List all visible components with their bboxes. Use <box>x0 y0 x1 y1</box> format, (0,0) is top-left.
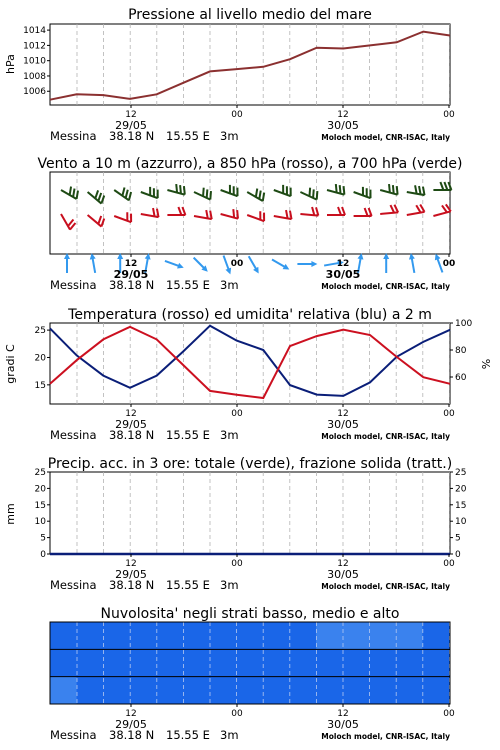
pressure-title: Pressione al livello medio del mare <box>128 7 372 23</box>
temp-title: Temperatura (rosso) ed umidita' relativa (blu) a 2 m <box>68 307 432 323</box>
cloud-cell-light <box>369 622 396 649</box>
wind-10m-arrow <box>246 255 261 275</box>
location-name: Messina <box>50 578 97 592</box>
location-lat: 38.18 N <box>109 129 155 143</box>
location-lat: 38.18 N <box>109 428 155 442</box>
location-height: 3m <box>220 278 239 292</box>
y-tick-label: 25 <box>34 468 46 478</box>
x-tick-label: 12 <box>125 559 137 569</box>
location-height: 3m <box>220 578 239 592</box>
pressure-ylabel: hPa <box>4 54 17 74</box>
x-tick-label: 12 <box>337 709 349 719</box>
date-label: 30/05 <box>327 119 359 132</box>
location-height: 3m <box>220 428 239 442</box>
y-tick-label: 20 <box>34 353 46 364</box>
wind-10m-arrow <box>383 253 389 273</box>
x-tick-label: 00 <box>443 709 455 719</box>
date-label: 29/05 <box>115 568 147 581</box>
location-height: 3m <box>220 129 239 143</box>
wind-10m-arrow <box>89 253 98 274</box>
y-tick-label: 1008 <box>23 71 46 82</box>
location-name: Messina <box>50 278 97 292</box>
humidity-ylabel: % <box>480 358 493 370</box>
y-tick-label: 1014 <box>23 26 46 37</box>
date-label: 30/05 <box>327 568 359 581</box>
x-tick-label: 12 <box>337 409 349 419</box>
cloud-title: Nuvolosita' negli strati basso, medio e alto <box>100 606 400 622</box>
arrow-head <box>177 263 185 271</box>
x-tick-label: 00 <box>443 409 455 419</box>
wind-10m-arrow <box>64 253 70 273</box>
date-label: 29/05 <box>115 418 147 431</box>
x-tick-label: 12 <box>337 110 349 120</box>
y2-tick-label: 20 <box>455 484 467 495</box>
y2-tick-label: 80 <box>455 346 467 356</box>
precip-title: Precip. acc. in 3 ore: totale (verde), frazione solida (tratt.) <box>47 456 453 472</box>
x-tick-label: 12 <box>124 259 138 269</box>
x-tick-label: 00 <box>442 259 456 269</box>
arrow-head <box>311 261 317 267</box>
plot-frame-4 <box>50 472 450 554</box>
location-lon: 15.55 E <box>166 728 210 742</box>
wind-10m-arrow <box>164 258 185 270</box>
location-lon: 15.55 E <box>166 278 210 292</box>
x-tick-label: 00 <box>443 110 455 120</box>
plot-frame-1 <box>50 24 450 105</box>
y-tick-label: 15 <box>34 380 46 391</box>
wind-10m-arrow <box>408 253 417 274</box>
arrow-head <box>283 264 291 272</box>
x-tick-label: 12 <box>337 559 349 569</box>
y2-tick-label: 5 <box>455 533 461 544</box>
x-tick-label: 00 <box>443 559 455 569</box>
y-tick-label: 25 <box>34 326 46 337</box>
y-tick-label: 5 <box>40 533 46 544</box>
y-tick-label: 1006 <box>23 87 46 98</box>
y2-tick-label: 25 <box>455 468 467 478</box>
location-lat: 38.18 N <box>109 578 155 592</box>
date-label: 29/05 <box>115 718 147 731</box>
x-tick-label: 00 <box>231 559 243 569</box>
arrow-head <box>253 267 261 275</box>
location-lon: 15.55 E <box>166 129 210 143</box>
location-height: 3m <box>220 728 239 742</box>
date-label: 29/05 <box>113 268 149 281</box>
model-credit: Moloch model, CNR-ISAC, Italy <box>321 133 450 142</box>
location-name: Messina <box>50 728 97 742</box>
location-lat: 38.18 N <box>109 278 155 292</box>
location-lon: 15.55 E <box>166 428 210 442</box>
x-tick-label: 12 <box>125 709 137 719</box>
y2-tick-label: 100 <box>455 319 473 329</box>
location-lat: 38.18 N <box>109 728 155 742</box>
model-credit: Moloch model, CNR-ISAC, Italy <box>321 732 450 741</box>
date-label: 30/05 <box>327 418 359 431</box>
y2-tick-label: 60 <box>455 373 467 383</box>
x-tick-label: 00 <box>231 709 243 719</box>
y-tick-label: 10 <box>34 517 46 528</box>
x-tick-label: 00 <box>230 259 244 269</box>
y2-tick-label: 15 <box>455 500 467 511</box>
cloud-cell-light <box>50 677 77 704</box>
date-label: 29/05 <box>115 119 147 132</box>
y-tick-label: 1012 <box>23 41 46 52</box>
x-tick-label: 00 <box>231 110 243 120</box>
y-tick-label: 20 <box>34 484 46 495</box>
model-credit: Moloch model, CNR-ISAC, Italy <box>321 432 450 441</box>
y-tick-label: 15 <box>34 500 46 511</box>
wind-title: Vento a 10 m (azzurro), a 850 hPa (rosso), a 700 hPa (verde) <box>37 156 463 172</box>
y2-tick-label: 0 <box>455 550 461 560</box>
cloud-cell-light <box>343 622 370 649</box>
wind-10m-arrow <box>297 261 317 267</box>
wind-10m-arrow <box>271 257 291 272</box>
cloud-cell-light <box>316 622 343 649</box>
x-tick-label: 12 <box>336 259 350 269</box>
cloud-cell-light <box>396 622 423 649</box>
x-tick-label: 12 <box>125 409 137 419</box>
location-name: Messina <box>50 428 97 442</box>
location-lon: 15.55 E <box>166 578 210 592</box>
temp-ylabel: gradi C <box>4 344 17 384</box>
precip-ylabel: mm <box>4 503 17 525</box>
model-credit: Moloch model, CNR-ISAC, Italy <box>321 582 450 591</box>
wind-10m-arrow <box>192 256 210 274</box>
location-name: Messina <box>50 129 97 143</box>
y-tick-label: 0 <box>40 550 46 560</box>
date-label: 30/05 <box>325 268 361 281</box>
y-tick-label: 1010 <box>23 56 46 67</box>
x-tick-label: 00 <box>231 409 243 419</box>
model-credit: Moloch model, CNR-ISAC, Italy <box>321 282 450 291</box>
x-tick-label: 12 <box>125 110 137 120</box>
y2-tick-label: 10 <box>455 517 467 528</box>
date-label: 30/05 <box>327 718 359 731</box>
